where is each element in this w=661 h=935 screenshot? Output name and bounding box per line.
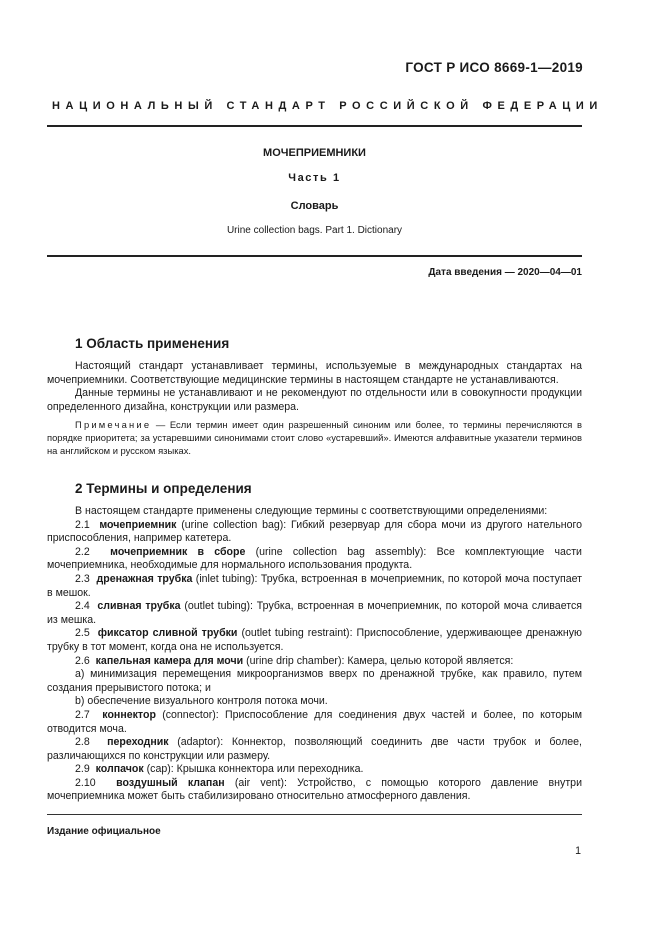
term-entry [47,573,582,600]
term-definition: (inlet tubing): Трубка, встроенная в мочеприемник, по которой моча поступает в мешок. [47,572,583,599]
term-name: коннектор [102,708,156,721]
english-title: Urine collection bags. Part 1. Dictionary [226,225,403,236]
term-definition: (outlet tubing restraint): Приспособление, удерживающее дренажную трубку в тот момент, когда она не используется. [47,627,582,653]
list-item-a: a) минимизация перемещения микроорганизмов вверх по дренажной трубке, как правило, путем создания прерывистого потока; и [47,668,582,694]
term-entry [47,709,582,736]
term-definition: (urine collection bag assembly): Все комплектующие части мочеприемника, необходимые для нормального использования продукта. [47,545,582,572]
section-2-intro: В настоящем стандарте применены следующие термины с соответствующими определениями: [75,505,548,517]
terms-list [47,519,582,669]
term-definition: (outlet tubing): Трубка, встроенная в мочеприемник, по которой моча сливается из мешка. [47,600,582,626]
term-number: 2.3 [75,572,90,585]
term-definition: (urine drip chamber): Камера, целью которой является: [243,654,514,667]
term-definition: (connector): Приспособление для соединения двух частей и более, по которым отводится моча. [47,708,583,735]
term-entry [47,546,582,573]
term-name: мочеприемник [99,518,177,531]
term-number: 2.4 [75,600,90,613]
section-2-body [47,505,582,804]
section-1-heading: 1 Область применения [75,336,230,351]
note-label: Примечание [75,419,152,430]
term-number: 2.2 [75,545,90,558]
effective-date: Дата введения — 2020—04—01 [428,267,582,278]
national-standard-banner: НАЦИОНАЛЬНЫЙ СТАНДАРТ РОССИЙСКОЙ ФЕДЕРАЦИИ [52,100,603,112]
section-1-body [47,360,582,414]
title-bottom-rule [47,255,582,257]
term-name: воздушный клапан [116,776,225,789]
term-name: колпачок [95,763,144,776]
term-definition: (urine collection bag): Гибкий резервуар для сбора мочи из другого нательного приспособления, например катетера. [47,518,582,545]
standard-number: ГОСТ Р ИСО 8669-1—2019 [405,60,583,75]
term-entry [47,519,582,546]
term-number: 2.9 [75,763,90,776]
term-number: 2.1 [75,518,90,531]
term-entry [47,736,582,763]
term-name: сливная трубка [97,600,181,613]
document-subtitle: Словарь [290,200,339,212]
term-entry [47,655,582,669]
term-definition: (cap): Крышка коннектора или переходника. [143,763,364,776]
term-number: 2.5 [75,627,90,640]
list-item-b: b) обеспечение визуального контроля потока мочи. [75,695,328,708]
term-definition: (air vent): Устройство, с помощью которого давление внутри мочеприемника может быть стабилизировано относительно атмосферного давления. [47,776,582,803]
term-entry [47,600,582,627]
section-2-heading: 2 Термины и определения [75,481,252,496]
section-1-paragraph-1: Настоящий стандарт устанавливает термины, используемые в международных стандартах на мочеприемники. Соответствующие медицинские термины в настоящем стандарте не устанавливаются. [47,360,582,386]
term-entry [47,777,582,804]
page-number: 1 [575,845,581,857]
term-number: 2.7 [75,708,90,721]
term-name: капельная камера для мочи [95,654,244,667]
term-definition: (adaptor): Коннектор, позволяющий соединить две части трубок и более, различающихся по конструкции или размеру. [47,736,582,762]
term-entry [47,627,582,654]
term-name: мочеприемник в сборе [110,545,246,558]
document-part: Часть 1 [288,172,341,184]
terms-list-continued [47,709,582,804]
term-entry [47,763,582,777]
section-1-paragraph-2: Данные термины не устанавливают и не рекомендуют по отдельности или в совокупности продукции определенного дизайна, конструкции или размера. [47,387,582,413]
term-number: 2.6 [75,654,90,667]
top-rule [47,125,582,127]
term-number: 2.10 [75,776,96,789]
document-title: МОЧЕПРИЕМНИКИ [263,147,366,159]
term-name: дренажная трубка [96,572,193,585]
term-number: 2.8 [75,736,90,749]
footer-rule [47,814,582,815]
term-name: фиксатор сливной трубки [97,627,238,640]
note-text: — Если термин имеет один разрешенный синоним или более, то термины перечисляются в порядке приоритета; за устаревшими синонимами стоит слово «устаревший». Имеются алфавитные указатели терминов на английском и русском языках. [47,419,582,456]
term-name: переходник [107,736,169,749]
section-1-note [47,418,582,457]
official-edition-label: Издание официальное [47,826,161,837]
